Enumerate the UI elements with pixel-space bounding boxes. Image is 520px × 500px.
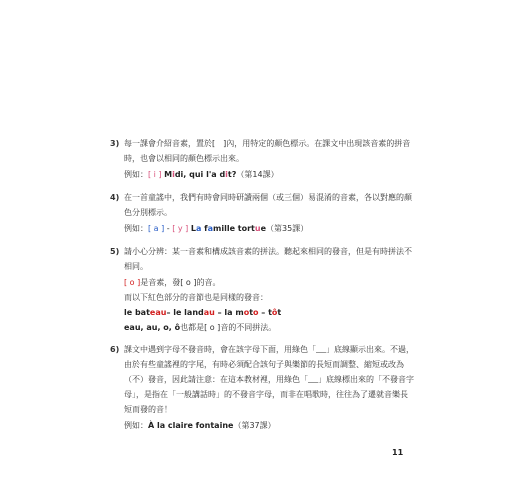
- example-fragment: le bat: [124, 308, 150, 317]
- text-line: [124, 372, 414, 387]
- spelling-examples: [124, 305, 414, 320]
- note-text: 音的不同拼法。: [220, 323, 277, 332]
- example-highlight: i: [172, 170, 175, 179]
- spelling-summary: [124, 320, 414, 335]
- example-fragment: e: [260, 224, 267, 233]
- text-line: 母」，是指在「一般講話時」的不發音字母，而非在唱歌時，往往為了遷就音樂長: [124, 390, 408, 399]
- example-highlight: au: [203, 308, 215, 317]
- example-highlight: i: [225, 170, 228, 179]
- example-highlight: ô: [271, 308, 278, 317]
- example-label: 例如：: [124, 224, 148, 233]
- example-highlight: a: [207, 224, 214, 233]
- text-line: 而以下紅色部分的音節也是同樣的發音：: [124, 293, 268, 302]
- example-highlight: o: [253, 308, 259, 317]
- example-fragment: – le land: [166, 308, 204, 317]
- example-fragment: L: [190, 224, 196, 233]
- note-text: 是音素，發: [140, 278, 181, 287]
- note-item-5: [110, 244, 414, 335]
- example-fragment: – la m: [214, 308, 244, 317]
- text-line: 時，也會以相同的顏色標示出來。: [124, 154, 244, 163]
- example-fragment: M: [164, 170, 173, 179]
- phoneme-label: [ o ]: [124, 278, 141, 287]
- example-line: [124, 221, 414, 236]
- phoneme-label: [ o ]: [180, 278, 197, 287]
- phoneme-label: [ o ]: [204, 323, 221, 332]
- lesson-ref: （第35課）: [266, 224, 309, 233]
- example-label: 例如：: [124, 421, 148, 430]
- phoneme-label: [ i ]: [148, 170, 162, 179]
- example-fragment: t?: [227, 170, 237, 179]
- text-fragment: （不）發音，因此請注意：在這本教材裡，用綠色「: [124, 375, 308, 384]
- phoneme-label: [ y ]: [172, 224, 189, 233]
- example-fragment: mille tort: [213, 224, 255, 233]
- example-text: [191, 224, 266, 233]
- text-line: 在一首童謠中，我們有時會同時研讀兩個（或三個）易混淆的音素，各以對應的顏: [124, 193, 412, 202]
- example-fragment: f: [201, 224, 208, 233]
- item-number: 6): [110, 345, 120, 354]
- spelling-list: eau, au, o, ô: [124, 323, 181, 332]
- example-label: 例如：: [124, 170, 148, 179]
- example-fragment: t: [249, 308, 254, 317]
- example-highlight: u: [254, 224, 261, 233]
- example-fragment: – t: [258, 308, 272, 317]
- text-fragment: 課文中遇到字母不發音時，會在該字母下面，用綠色「: [124, 345, 316, 354]
- separator: -: [164, 224, 173, 233]
- phoneme-label: [ a ]: [148, 224, 165, 233]
- text-line: [124, 342, 414, 357]
- lesson-ref: （第37課）: [233, 421, 276, 430]
- example-line: [124, 167, 414, 182]
- text-line: 短而發的音！: [124, 405, 172, 414]
- text-line: 每一課會介紹音素，置於[ ]內，用特定的顏色標示。在課文中出現該音素的拼音: [124, 139, 411, 148]
- example-text: [164, 170, 236, 179]
- item-number: 3): [110, 139, 120, 148]
- note-text: 也都是: [180, 323, 205, 332]
- note-item-4: [110, 190, 414, 236]
- note-item-3: [110, 136, 414, 182]
- text-line: 相同。: [124, 262, 148, 271]
- example-text: À la claire fontaine: [148, 421, 234, 430]
- underline-sample: [308, 374, 318, 383]
- example-highlight: a: [195, 224, 202, 233]
- note-text: 的音。: [196, 278, 221, 287]
- example-highlight: o: [243, 308, 250, 317]
- item-number: 5): [110, 247, 120, 256]
- note-item-6: [110, 342, 414, 433]
- page-number: 11: [392, 448, 404, 457]
- phoneme-note: [124, 275, 414, 290]
- example-line: [124, 418, 414, 433]
- text-line: 由於有些童謠裡的字尾，有時必須配合該句子與樂節的長短而調整、縮短或改為: [124, 360, 404, 369]
- example-fragment: di, qui l'a d: [174, 170, 226, 179]
- example-fragment: t: [277, 308, 282, 317]
- text-fragment: 」底線標出來的「不發音字: [318, 375, 414, 384]
- text-line: 色分別標示。: [124, 208, 172, 217]
- lesson-ref: （第14課）: [236, 170, 279, 179]
- item-number: 4): [110, 193, 120, 202]
- underline-sample: [316, 344, 326, 353]
- example-highlight: eau: [149, 308, 167, 317]
- text-line: 請小心分辨：某一音素和構成該音素的拼法。聽起來相同的發音，但是有時拼法不: [124, 247, 412, 256]
- text-fragment: 」底線顯示出來。不過，: [326, 345, 414, 354]
